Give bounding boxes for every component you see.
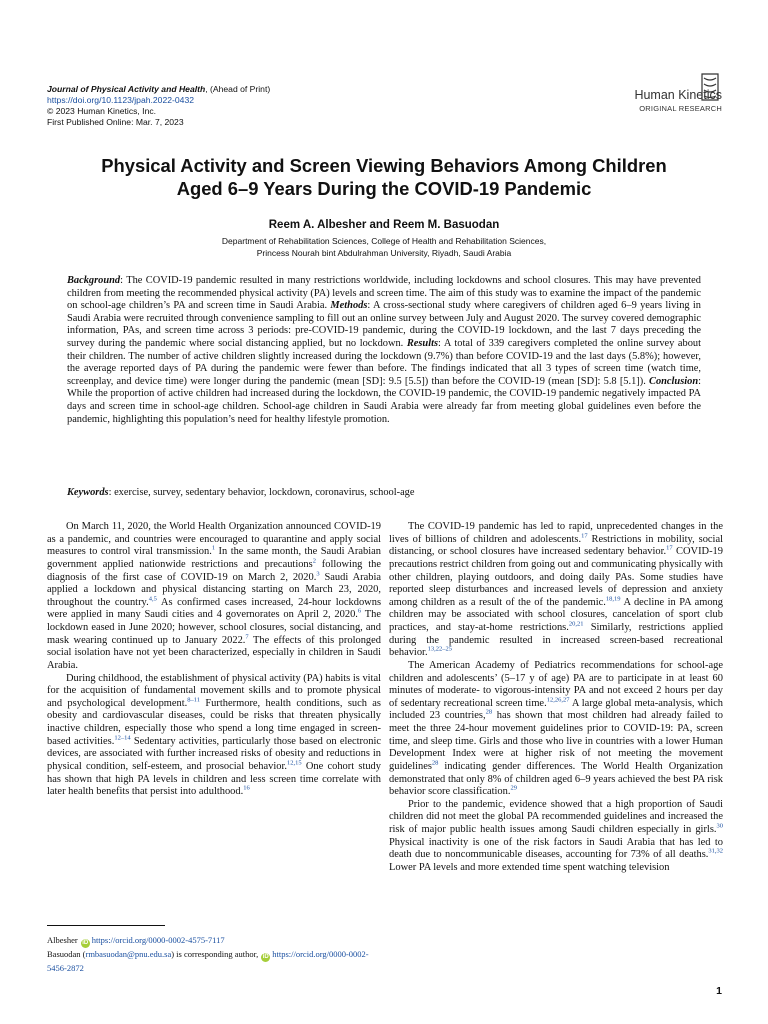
- orcid-icon: iD: [262, 954, 269, 960]
- footnote-basuodan: [47, 948, 381, 974]
- author-footnotes: [47, 934, 381, 974]
- keywords: [67, 486, 701, 499]
- abstract-results-label: Results: [406, 337, 439, 349]
- article-section: ORIGINAL RESEARCH: [639, 104, 722, 113]
- keywords-text: : exercise, survey, sedentary behavior, lockdown, coronavirus, school-age: [108, 487, 415, 498]
- journal-suffix: , (Ahead of Print): [205, 84, 271, 94]
- footnote-albesher: [47, 934, 381, 948]
- body-paragraph: Prior to the pandemic, evidence showed that a high proportion of Saudi children did not meet the global PA recommended guidelines and increased the risk of major public health issues among Saudi children especially in girls.$^{30}$ Physical inactivity is one of the risk factors in Saudi Arabia that has led to death due to noncommunicable diseases, accounting for 73% of all deaths.$^{31,32}$ Lower PA levels and more extended time spent watching television: [389, 798, 723, 873]
- page-number: 1: [716, 985, 722, 997]
- body-paragraph: The COVID-19 pandemic has led to rapid, unprecedented changes in the lives of billions of children and adolescents.$^{17}$ Restrictions in mobility, social distancing, or school closures have increased sedentary behavior.$^{17}$ COVID-19 precautions restrict children from going out and communicating physically with other children, playing outdoors, and doing daily PAs. Some studies have reported sleep disturbances and increased levels of depression and anxiety among children as a result of the of the pandemic.$^{18,19}$ A decline in PA among children may be associated with school closures, cancelation of sport club practices, and stay-at-home restrictions.$^{20,21}$ Similarly, restrictions applied during the pandemic resulted in increased screen-based recreational behavior.$^{13,22-25}$: [389, 521, 723, 659]
- published-date: First Published Online: Mar. 7, 2023: [47, 117, 184, 127]
- footnote-author-name: Albesher: [47, 935, 78, 945]
- affiliation-line-1: Department of Rehabilitation Sciences, College of Health and Rehabilitation Sciences,: [221, 236, 547, 246]
- journal-header: [47, 84, 270, 128]
- author-affiliation: [40, 236, 728, 259]
- abstract-methods-label: Methods: [330, 300, 368, 312]
- body-paragraph: During childhood, the establishment of physical activity (PA) habits is vital for the acquisition of fundamental movement skills and to promote physical and psychological development.$^{8-11}$ Furthermore, health conditions, such as obesity and cardiovascular diseases, could be risks that threaten physically inactive children, especially those who spend a long time engaged in screen-based activities.$^{12-14}$ Sedentary activities, particularly those based on electronic devices, are associated with further increased risks of obesity and reductions in physical condition, self-esteem, and prosocial behavior.$^{12,15}$ One cohort study has shown that high PA levels in children and less screen time correlate with later health benefits that persist into adulthood.$^{16}$: [47, 672, 381, 798]
- affiliation-line-2: Princess Nourah bint Abdulrahman University, Riyadh, Saudi Arabia: [256, 247, 512, 258]
- abstract-background-label: Background: [67, 275, 121, 286]
- footnote-author-name: Basuodan (: [47, 949, 86, 959]
- email-link[interactable]: rmbasuodan@pnu.edu.sa: [85, 949, 172, 959]
- doi-link[interactable]: https://doi.org/10.1123/jpah.2022-0432: [47, 95, 195, 105]
- body-column-left: [47, 521, 381, 799]
- publisher-block: [582, 72, 722, 132]
- article-authors: Reem A. Albesher and Reem M. Basuodan: [268, 219, 500, 231]
- abstract-conclusion-label: Conclusion: [649, 375, 699, 387]
- abstract-conclusion: : While the proportion of active children had increased during the lockdown, the COVID-19 pandemic, the COVID-19 pandemic negatively impacted PA days and screen time in school-age children. School-age children in Saudi Arabia were already far from meeting global guidelines even before the pandemic, highlighting this population’s need for healthy lifestyle promotion.: [67, 375, 701, 425]
- abstract-results: : A total of 339 caregivers completed the online survey about their children. The number of active children slightly increased during the lockdown (9.7%) than before COVID-19 and the last days (5.8%); however, the average reported days of PA during the pandemic were fewer than before. The findings indicated that all 3 types of screen time (watch time, screenplay, and device time) were longer during the pandemic (mean [SD]: 9.5 [5.5]) than before the COVID-19 (mean [SD]: 5.8 [5.1]).: [67, 337, 701, 387]
- human-kinetics-logo-icon: [698, 72, 722, 102]
- orcid-link-basuodan[interactable]: https://orcid.org/0000-0002-5456-2872: [47, 949, 369, 973]
- body-paragraph: On March 11, 2020, the World Health Organization announced COVID-19 as a pandemic, and countries were encouraged to quarantine and apply social measures to control viral transmission.$^1$ In the same month, the Saudi Arabian government applied nationwide restrictions and precautions$^2$ following the diagnosis of the first case of COVID-19 on March 2, 2020.$^3$ Saudi Arabia applied a lockdown and physical distancing starting on March 23, 2020, throughout the country.$^{4,5}$ As confirmed cases increased, 24-hour lockdowns were applied in many Saudi cities and 4 governorates on April 2, 2020.$^6$ The lockdown eased in June 2020; however, school closures, social distancing, and mask wearing continued up to January 2022.$^7$ The effects of this prolonged social isolation have not yet been characterized, especially in children in Saudi Arabia.: [47, 521, 381, 671]
- journal-title: Journal of Physical Activity and Health: [47, 84, 206, 94]
- body-paragraph: The American Academy of Pediatrics recommendations for school-age children and adolescents’ (5–17 y of age) PA are to participate in at least 60 minutes of moderate- to vigorous-intensity PA and not exceed 2 hours per day of sedentary recreational screen time.$^{12,26,27}$ A large global meta-analysis, which included 23 countries,$^{28}$ has shown that most children had already failed to meet the three 24-hour movement guidelines prior to COVID-19: PA, screen time, and sleep time. Girls and those who live in countries with a lower Human Development Index were at higher risk of not meeting the movement guidelines$^{28}$ indicating gender differences. The World Health Organization demonstrated that only 8% of children aged 6–9 years achieved the best PA risk behavior score classification.$^{29}$: [389, 659, 723, 798]
- article-title-line-1: Physical Activity and Screen Viewing Behaviors Among Children: [101, 155, 667, 176]
- footnote-divider: [47, 925, 165, 926]
- corresponding-author-note: ) is corresponding author,: [171, 949, 259, 959]
- abstract: [67, 275, 701, 426]
- abstract-background: : The COVID-19 pandemic resulted in many restrictions worldwide, including lockdowns and school closures. This may have prevented children from meeting the recommended physical activity (PA) levels and screen time. The aim of this study was to examine the impact of the pandemic on school-age children’s PA and screen time in Saudi Arabia.: [67, 275, 701, 312]
- orcid-icon: iD: [82, 940, 89, 946]
- copyright: © 2023 Human Kinetics, Inc.: [47, 106, 157, 116]
- abstract-methods: : A cross-sectional study where caregivers of children aged 6–9 years living in Saudi Arabia were recruited through convenience sampling to fill out an online survey between July and August 2020. The survey covered demographic information, PAs, and screen time across 3 periods: pre-COVID-19 pandemic, during the COVID-19 lockdown, and the last 7 days preceding the survey during the pandemic where social distancing applied, but no lockdown.: [67, 300, 701, 349]
- article-title: [40, 154, 728, 200]
- orcid-link-albesher[interactable]: https://orcid.org/0000-0002-4575-7117: [91, 935, 225, 945]
- body-column-right: [389, 521, 723, 875]
- article-title-line-2: Aged 6–9 Years During the COVID-19 Pandemic: [176, 178, 592, 199]
- publisher-name: Human Kinetics: [634, 88, 722, 102]
- keywords-label: Keywords: [67, 487, 109, 498]
